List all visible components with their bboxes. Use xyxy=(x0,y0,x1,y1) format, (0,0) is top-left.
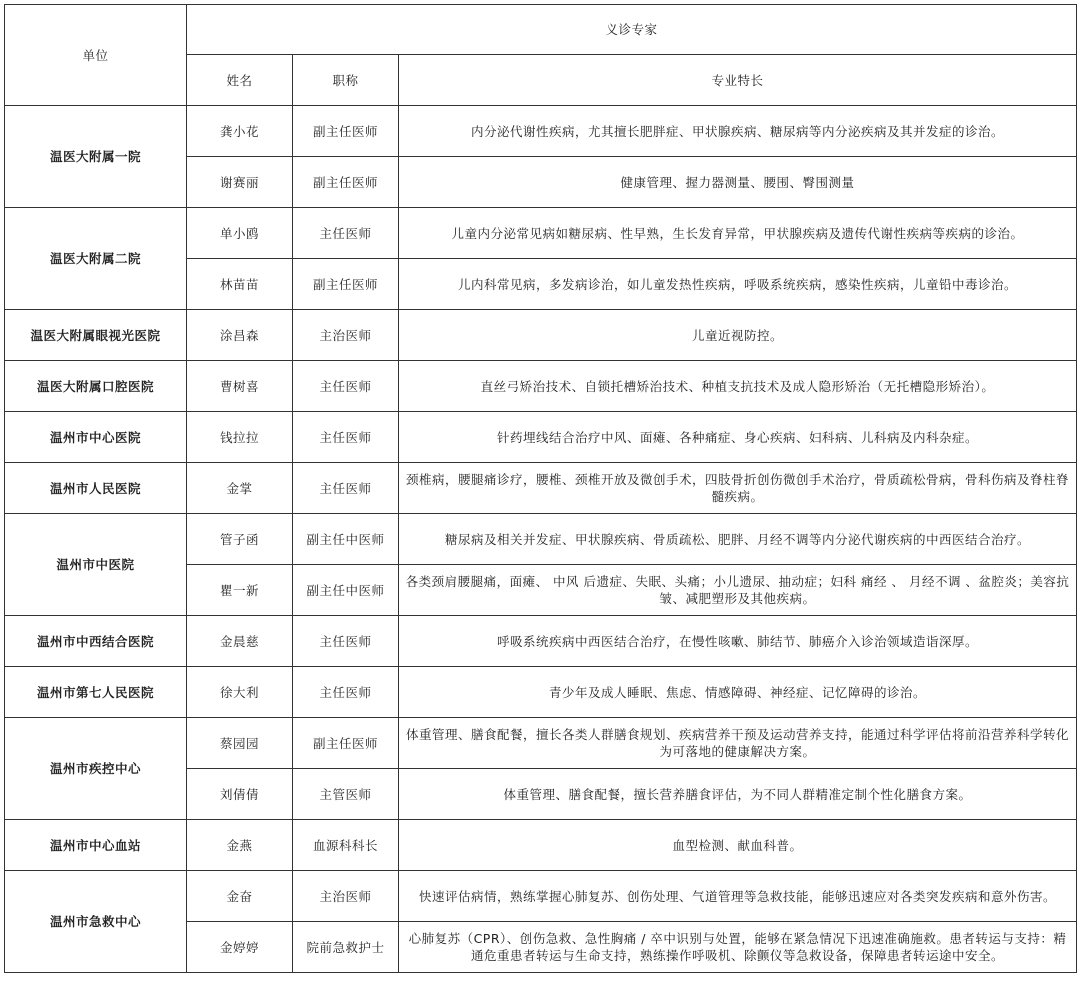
expert-specialty-cell: 儿童内分泌常见病如糖尿病、性早熟，生长发育异常，甲状腺疾病及遗传代谢性疾病等疾病的诊治。 xyxy=(399,208,1077,259)
table-row xyxy=(5,718,1077,769)
header-title: 职称 xyxy=(293,55,399,106)
unit-cell: 温州市中西结合医院 xyxy=(5,616,187,667)
unit-cell: 温医大附属眼视光医院 xyxy=(5,310,187,361)
table-row xyxy=(5,871,1077,922)
expert-name-cell: 金燕 xyxy=(187,820,293,871)
expert-specialty-cell: 体重管理、膳食配餐，擅长营养膳食评估，为不同人群精准定制个性化膳食方案。 xyxy=(399,769,1077,820)
table-row xyxy=(5,667,1077,718)
expert-title-cell: 主任医师 xyxy=(293,412,399,463)
table-row xyxy=(5,106,1077,157)
table-row xyxy=(5,310,1077,361)
table-row xyxy=(5,820,1077,871)
expert-name-cell: 谢赛丽 xyxy=(187,157,293,208)
expert-name-cell: 金晨慈 xyxy=(187,616,293,667)
expert-name-cell: 曹树喜 xyxy=(187,361,293,412)
table-row xyxy=(5,361,1077,412)
unit-cell: 温医大附属二院 xyxy=(5,208,187,310)
expert-title-cell: 主治医师 xyxy=(293,871,399,922)
expert-specialty-cell: 心肺复苏（CPR）、创伤急救、急性胸痛 / 卒中识别与处置，能够在紧急情况下迅速准确施救。患者转运与支持：精通危重患者转运与生命支持，熟练操作呼吸机、除颤仪等急救设备，保障患者转运途中安全。 xyxy=(399,922,1077,973)
table-row xyxy=(5,616,1077,667)
expert-specialty-cell: 内分泌代谢性疾病，尤其擅长肥胖症、甲状腺疾病、糖尿病等内分泌疾病及其并发症的诊治。 xyxy=(399,106,1077,157)
expert-title-cell: 主任医师 xyxy=(293,208,399,259)
expert-name-cell: 林苗苗 xyxy=(187,259,293,310)
expert-name-cell: 瞿一新 xyxy=(187,565,293,616)
expert-name-cell: 管子函 xyxy=(187,514,293,565)
expert-title-cell: 主任医师 xyxy=(293,361,399,412)
unit-cell: 温州市疾控中心 xyxy=(5,718,187,820)
expert-name-cell: 金婷婷 xyxy=(187,922,293,973)
expert-title-cell: 院前急救护士 xyxy=(293,922,399,973)
expert-specialty-cell: 儿童近视防控。 xyxy=(399,310,1077,361)
expert-specialty-cell: 呼吸系统疾病中西医结合治疗，在慢性咳嗽、肺结节、肺癌介入诊治领域造诣深厚。 xyxy=(399,616,1077,667)
expert-name-cell: 单小鸥 xyxy=(187,208,293,259)
table-row xyxy=(5,412,1077,463)
expert-specialty-cell: 各类颈肩腰腿痛，面瘫、 中风 后遗症、失眠、头痛；小儿遗尿、抽动症；妇科 痛经 、 月经不调 、盆腔炎；美容抗皱、减肥塑形及其他疾病。 xyxy=(399,565,1077,616)
expert-title-cell: 血源科科长 xyxy=(293,820,399,871)
expert-specialty-cell: 儿内科常见病，多发病诊治，如儿童发热性疾病，呼吸系统疾病，感染性疾病，儿童铅中毒诊治。 xyxy=(399,259,1077,310)
header-group: 义诊专家 xyxy=(187,5,1077,55)
expert-specialty-cell: 颈椎病，腰腿痛诊疗，腰椎、颈椎开放及微创手术，四肢骨折创伤微创手术治疗，骨质疏松骨病，骨科伤病及脊柱脊髓疾病。 xyxy=(399,463,1077,514)
expert-specialty-cell: 健康管理、握力器测量、腰围、臀围测量 xyxy=(399,157,1077,208)
table-row xyxy=(5,463,1077,514)
document-page xyxy=(4,4,1077,973)
expert-name-cell: 金掌 xyxy=(187,463,293,514)
expert-title-cell: 副主任医师 xyxy=(293,718,399,769)
expert-specialty-cell: 血型检测、献血科普。 xyxy=(399,820,1077,871)
expert-title-cell: 主管医师 xyxy=(293,769,399,820)
header-name: 姓名 xyxy=(187,55,293,106)
expert-specialty-cell: 快速评估病情，熟练掌握心肺复苏、创伤处理、气道管理等急救技能，能够迅速应对各类突发疾病和意外伤害。 xyxy=(399,871,1077,922)
expert-specialty-cell: 青少年及成人睡眠、焦虑、情感障碍、神经症、记忆障碍的诊治。 xyxy=(399,667,1077,718)
expert-name-cell: 金奋 xyxy=(187,871,293,922)
expert-specialty-cell: 针药埋线结合治疗中风、面瘫、各种痛症、身心疾病、妇科病、儿科病及内科杂症。 xyxy=(399,412,1077,463)
table-header xyxy=(5,5,1077,106)
expert-specialty-cell: 直丝弓矫治技术、自锁托槽矫治技术、种植支抗技术及成人隐形矫治（无托槽隐形矫治）。 xyxy=(399,361,1077,412)
unit-cell: 温州市第七人民医院 xyxy=(5,667,187,718)
unit-cell: 温州市急救中心 xyxy=(5,871,187,973)
unit-cell: 温州市中心医院 xyxy=(5,412,187,463)
expert-name-cell: 徐大利 xyxy=(187,667,293,718)
expert-title-cell: 副主任医师 xyxy=(293,157,399,208)
unit-cell: 温州市中医院 xyxy=(5,514,187,616)
header-specialty: 专业特长 xyxy=(399,55,1077,106)
expert-title-cell: 副主任医师 xyxy=(293,106,399,157)
expert-name-cell: 刘倩倩 xyxy=(187,769,293,820)
unit-cell: 温州市中心血站 xyxy=(5,820,187,871)
table-row xyxy=(5,208,1077,259)
expert-specialty-cell: 糖尿病及相关并发症、甲状腺疾病、骨质疏松、肥胖、月经不调等内分泌代谢疾病的中西医结合治疗。 xyxy=(399,514,1077,565)
unit-cell: 温医大附属一院 xyxy=(5,106,187,208)
expert-title-cell: 副主任医师 xyxy=(293,259,399,310)
volunteer-experts-table xyxy=(4,4,1077,973)
expert-name-cell: 龚小花 xyxy=(187,106,293,157)
unit-cell: 温州市人民医院 xyxy=(5,463,187,514)
expert-title-cell: 副主任中医师 xyxy=(293,565,399,616)
expert-title-cell: 主任医师 xyxy=(293,463,399,514)
header-unit: 单位 xyxy=(5,5,187,106)
expert-specialty-cell: 体重管理、膳食配餐，擅长各类人群膳食规划、疾病营养干预及运动营养支持，能通过科学评估将前沿营养科学转化为可落地的健康解决方案。 xyxy=(399,718,1077,769)
expert-title-cell: 主任医师 xyxy=(293,667,399,718)
unit-cell: 温医大附属口腔医院 xyxy=(5,361,187,412)
expert-name-cell: 涂昌森 xyxy=(187,310,293,361)
expert-title-cell: 主治医师 xyxy=(293,310,399,361)
expert-name-cell: 蔡园园 xyxy=(187,718,293,769)
expert-title-cell: 副主任中医师 xyxy=(293,514,399,565)
table-body xyxy=(5,106,1077,973)
table-row xyxy=(5,514,1077,565)
expert-name-cell: 钱拉拉 xyxy=(187,412,293,463)
expert-title-cell: 主任医师 xyxy=(293,616,399,667)
